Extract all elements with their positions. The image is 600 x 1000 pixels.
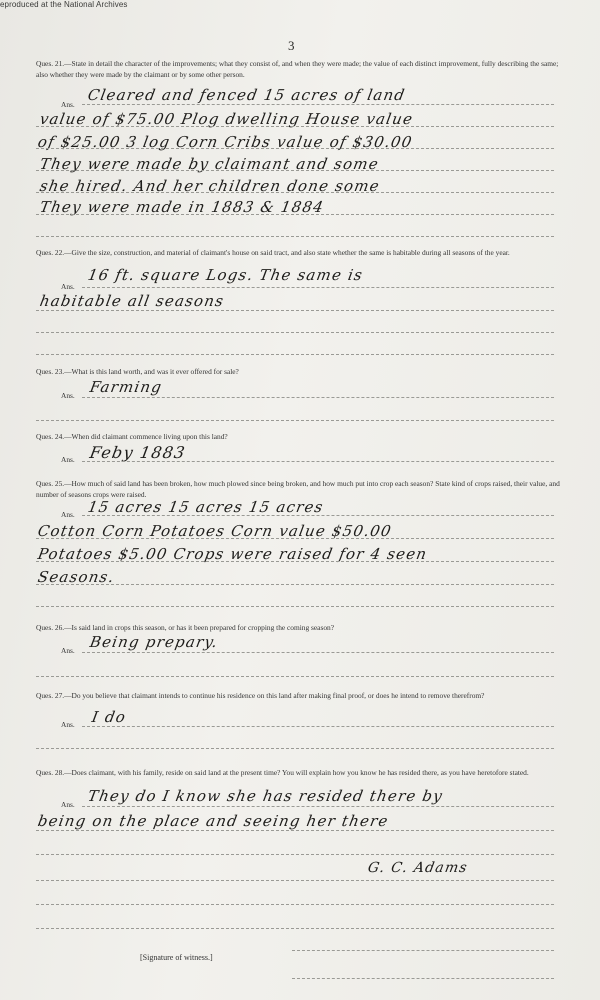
signature-line	[292, 978, 554, 979]
answer-rule	[36, 676, 554, 677]
answer-rule	[36, 904, 554, 905]
answer-label: Ans.	[61, 100, 75, 109]
answer-rule	[36, 148, 554, 149]
answer-22-line-2: habitable all seasons	[38, 292, 226, 310]
answer-rule	[36, 561, 554, 562]
answer-rule	[82, 652, 554, 653]
question-21: Ques. 21.—State in detail the character of the improvements; what they consist of, and when they were made; the value of each distinct improvement, fully describing the same; also whether they were made by the claimant or by some other person.	[36, 59, 559, 79]
answer-21-line-3: of $25.00 3 log Corn Cribs value of $30.00	[36, 133, 415, 151]
answer-label: Ans.	[61, 510, 75, 519]
answer-rule	[36, 332, 554, 333]
answer-rule	[82, 461, 554, 462]
answer-rule	[36, 584, 554, 585]
answer-22-line-1: 16 ft. square Logs. The same is	[86, 266, 365, 284]
question-26: Ques. 26.—Is said land in crops this season, or has it been prepared for cropping the coming season?	[36, 623, 335, 632]
answer-rule	[36, 170, 554, 171]
answer-rule	[36, 538, 554, 539]
question-27: Ques. 27.—Do you believe that claimant intends to continue his residence on this land after making final proof, or does he intend to remove therefrom?	[36, 691, 485, 700]
question-28: Ques. 28.—Does claimant, with his family, reside on said land at the present time? You will explain how you know he has resided there, as you have heretofore stated.	[36, 768, 529, 777]
archives-watermark: eproduced at the National Archives	[0, 0, 128, 9]
answer-25-line-2: Cotton Corn Potatoes Corn value $50.00	[36, 522, 394, 540]
answer-21-line-6: They were made in 1883 & 1884	[38, 198, 326, 216]
answer-rule	[36, 748, 554, 749]
answer-rule	[82, 287, 554, 288]
answer-rule	[82, 515, 554, 516]
answer-rule	[82, 104, 554, 105]
answer-25-line-4: Seasons.	[36, 568, 117, 586]
answer-rule	[82, 806, 554, 807]
answer-23: Farming	[88, 378, 164, 396]
answer-28-line-2: being on the place and seeing her there	[36, 812, 391, 830]
question-23: Ques. 23.—What is this land worth, and was it ever offered for sale?	[36, 367, 239, 376]
answer-26: Being prepary.	[88, 633, 220, 651]
answer-label: Ans.	[61, 282, 75, 291]
answer-rule	[36, 214, 554, 215]
answer-21-line-2: value of $75.00 Plog dwelling House value	[38, 110, 415, 128]
answer-rule	[36, 126, 554, 127]
answer-21-line-4: They were made by claimant and some	[38, 155, 381, 173]
answer-27: I do	[90, 708, 128, 726]
answer-rule	[36, 928, 554, 929]
answer-label: Ans.	[61, 646, 75, 655]
answer-rule	[82, 726, 554, 727]
answer-rule	[36, 420, 554, 421]
answer-21-line-5: she hired. And her children done some	[38, 177, 382, 195]
answer-label: Ans.	[61, 391, 75, 400]
answer-rule	[36, 354, 554, 355]
answer-21-line-1: Cleared and fenced 15 acres of land	[86, 86, 407, 104]
answer-label: Ans.	[61, 720, 75, 729]
signature-of-witness-label: [Signature of witness.]	[140, 953, 213, 962]
answer-rule	[36, 606, 554, 607]
page-number: 3	[288, 38, 295, 53]
answer-rule	[36, 830, 554, 831]
answer-rule	[36, 236, 554, 237]
signature-line	[292, 950, 554, 951]
question-22: Ques. 22.—Give the size, construction, and material of claimant's house on said tract, and also state whether the same is habitable during all seasons of the year.	[36, 248, 510, 257]
answer-rule	[36, 854, 554, 855]
answer-rule	[36, 310, 554, 311]
answer-rule	[82, 397, 554, 398]
answer-24: Feby 1883	[88, 443, 188, 462]
answer-rule	[36, 880, 554, 881]
answer-25-line-1: 15 acres 15 acres 15 acres	[86, 498, 326, 516]
witness-signature: G. C. Adams	[366, 860, 470, 876]
answer-label: Ans.	[61, 800, 75, 809]
question-25: Ques. 25.—How much of said land has been broken, how much plowed since being broken, and how much put into crop each season? State kind of crops raised, their value, and number of seasons crops were raised.	[36, 479, 560, 499]
answer-label: Ans.	[61, 455, 75, 464]
answer-rule	[36, 192, 554, 193]
answer-28-line-1: They do I know she has resided there by	[86, 787, 445, 805]
question-24: Ques. 24.—When did claimant commence living upon this land?	[36, 432, 228, 441]
answer-25-line-3: Potatoes $5.00 Crops were raised for 4 seen	[36, 545, 429, 563]
